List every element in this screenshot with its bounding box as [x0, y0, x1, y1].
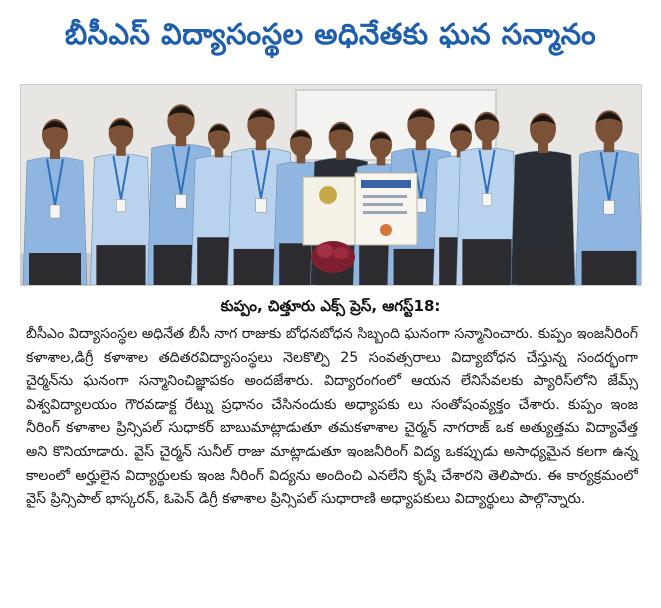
- dateline: కుప్పం, చిత్తూరు ఎక్స్ ప్రెస్, ఆగస్ట్18:: [220, 297, 441, 315]
- headline: బీసీఎస్ విద్యాసంస్థల అధినేతకు ఘన సన్మానం: [64, 17, 597, 51]
- certificate: [303, 173, 417, 245]
- group-photo-illustration: [21, 85, 641, 285]
- news-photo: [20, 84, 642, 286]
- flower-bouquet: [311, 241, 355, 273]
- article-body: బీసీఎం విద్యాసంస్థల అధినేత బీసీ నాగ రాజుకు బోధనబోధన సిబ్బంది ఘనంగా సన్మానించారు. కుప్పం ఇంజనీరింగ్ కళాశాల,డిగ్రీ కళాశాల తదితరవిద్యాసంస్థలు నెలకొల్పి 25 సంవత్సరాలు విద్యాబోధన చేస్తున్న సందర్భంగా చైర్మన్‌ను ఘనంగా సన్మానించిజ్ఞాపకం అందజేశారు. విద్యారంగంలో ఆయన లేనిసేవలకు ప్యారిస్‌లోని జేమ్స్ విశ్వవిద్యాలయం గౌరవడాక్ట రేట్ను ప్రధానం చేసినందుకు అధ్యాపకు లు సంతోషంవ్యక్తం చేశారు. కుప్పం ఇంజ నీరింగ్ కళాశాల ప్రిన్సిపల్ సుధాకర్ బాబుమాట్లాడుతూ తమకళాశాల చైర్మన్ నాగరాజ్ ఒక అత్యుత్తమ విద్యావేత్త అని కొనియాడారు. వైస్ చైర్మన్ సునీల్ రాజు మాట్లాడుతూ ఇంజనీరింగ్ విద్య ఒకప్పుడు అసాధ్యమైన కలగా ఉన్న కాలంలో అర్హులైన విద్యార్థులకు ఇంజ నీరింగ్ విద్యను అందించి ఎనలేని కృషి చేశారని తెలిపారు. ఈ కార్యక్రమంలో వైస్ ప్రిన్సిపాల్ భాస్కరన్, ఓపెన్ డిగ్రీ కళాశాల ప్రిన్సిపల్ సుధారాణి అధ్యాపకులు విద్యార్థులు పాల్గొన్నారు.: [26, 326, 638, 508]
